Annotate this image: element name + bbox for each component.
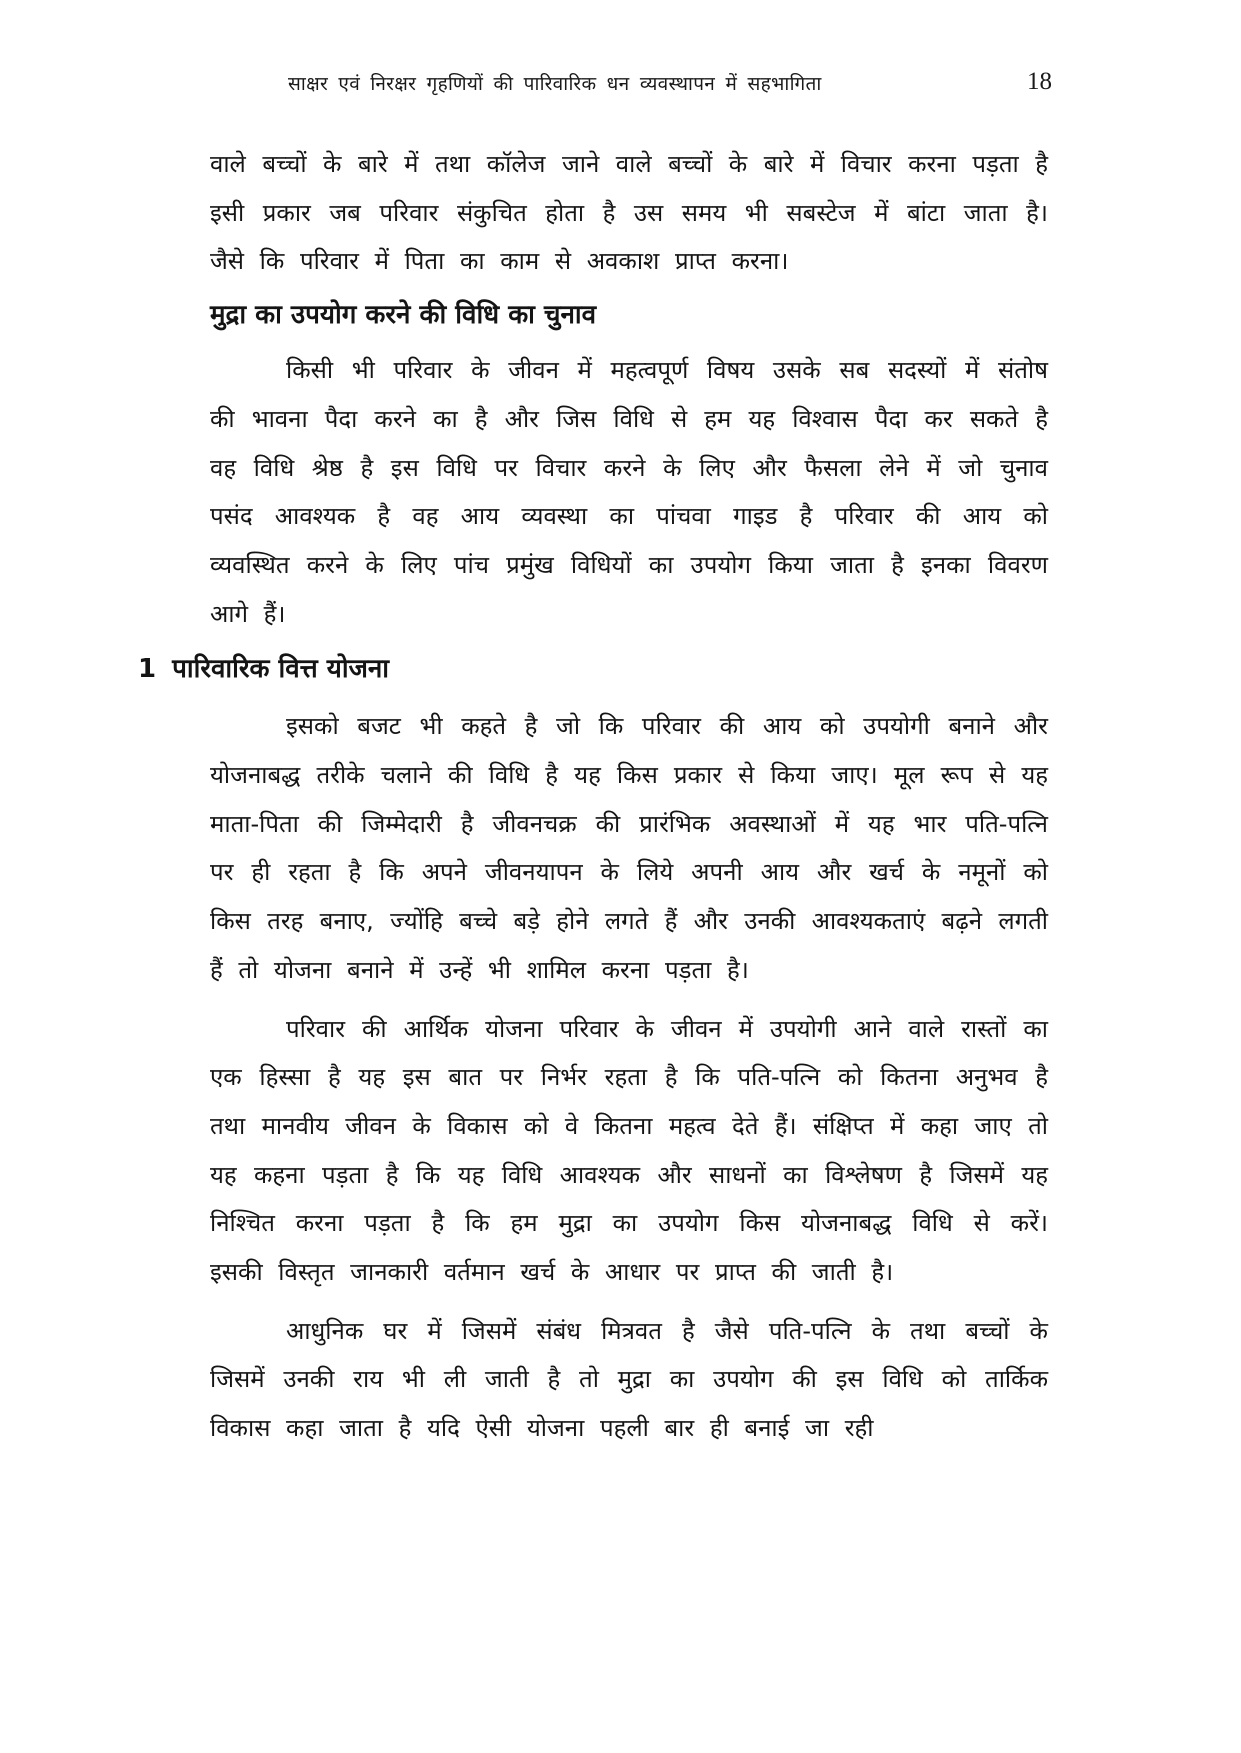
page-number: 18 xyxy=(1027,68,1052,95)
section-heading-currency-method xyxy=(210,298,1048,332)
paragraph-4: आधुनिक घर में जिसमें संबंध मित्रवत है जैसे पति-पत्नि के तथा बच्चों के जिसमें उनकी राय भी ली जाती है तो मुद्रा का उपयोग की इस विधि को तार्किक विकास कहा जाता है यदि ऐसी योजना पहली बार ही बनाई जा रही xyxy=(210,1316,1048,1443)
paragraph-3: परिवार की आर्थिक योजना परिवार के जीवन में उपयोगी आने वाले रास्तों का एक हिस्सा है यह इस बात पर निर्भर रहता है कि पति-पत्नि को कितना अनुभव है तथा मानवीय जीवन के विकास को वे कितना महत्व देते हैं। संक्षिप्त में कहा जाए तो यह कहना पड़ता है कि यह विधि आवश्यक और साधनों का विश्लेषण है जिसमें यह निश्चित करना पड़ता है कि हम मुद्रा का उपयोग किस योजनाबद्ध विधि से करें। इसकी विस्तृत जानकारी वर्तमान खर्च के आधार पर प्राप्त की जाती है। xyxy=(210,1014,1048,1287)
section-number: 1 xyxy=(138,654,157,685)
section-heading-text: पारिवारिक वित्त योजना xyxy=(172,654,390,685)
paragraph-1: किसी भी परिवार के जीवन में महत्वपूर्ण विषय उसके सब सदस्यों में संतोष की भावना पैदा करने का है और जिस विधि से हम यह विश्वास पैदा कर सकते है वह विधि श्रेष्ठ है इस विधि पर विचार करने के लिए और फैसला लेने में जो चुनाव पसंद आवश्यक है वह आय व्यवस्था का पांचवा गाइड है परिवार की आय को व्यवस्थित करने के लिए पांच प्रमुंख विधियों का उपयोग किया जाता है इनका विवरण आगे हैं। xyxy=(210,356,1048,628)
page-body xyxy=(138,140,1048,1453)
paragraph-2: इसको बजट भी कहते है जो कि परिवार की आय को उपयोगी बनाने और योजनाबद्ध तरीके चलाने की विधि है यह किस प्रकार से किया जाए। मूल रूप से यह माता-पिता की जिम्मेदारी है जीवनचक्र की प्रारंभिक अवस्थाओं में यह भार पति-पत्नि पर ही रहता है कि अपने जीवनयापन के लिये अपनी आय और खर्च के नमूनों को किस तरह बनाए, ज्योंहि बच्चे बड़े होने लगते हैं और उनकी आवश्यकताएं बढ़ने लगती हैं तो योजना बनाने में उन्हें भी शामिल करना पड़ता है। xyxy=(210,712,1048,984)
paragraph-intro: वाले बच्चों के बारे में तथा कॉलेज जाने वाले बच्चों के बारे में विचार करना पड़ता है इसी प्रकार जब परिवार संकुचित होता है उस समय भी सबस्टेज में बांटा जाता है। जैसे कि परिवार में पिता का काम से अवकाश प्राप्त करना। xyxy=(210,150,1048,276)
running-header-title: साक्षर एवं निरक्षर गृहणियों की पारिवारिक धन व्यवस्थापन में सहभागिता xyxy=(288,73,822,95)
running-header xyxy=(210,66,1070,106)
section-heading-family-finance-plan xyxy=(138,652,1048,686)
section-heading-text: मुद्रा का उपयोग करने की विधि का चुनाव xyxy=(210,300,597,331)
